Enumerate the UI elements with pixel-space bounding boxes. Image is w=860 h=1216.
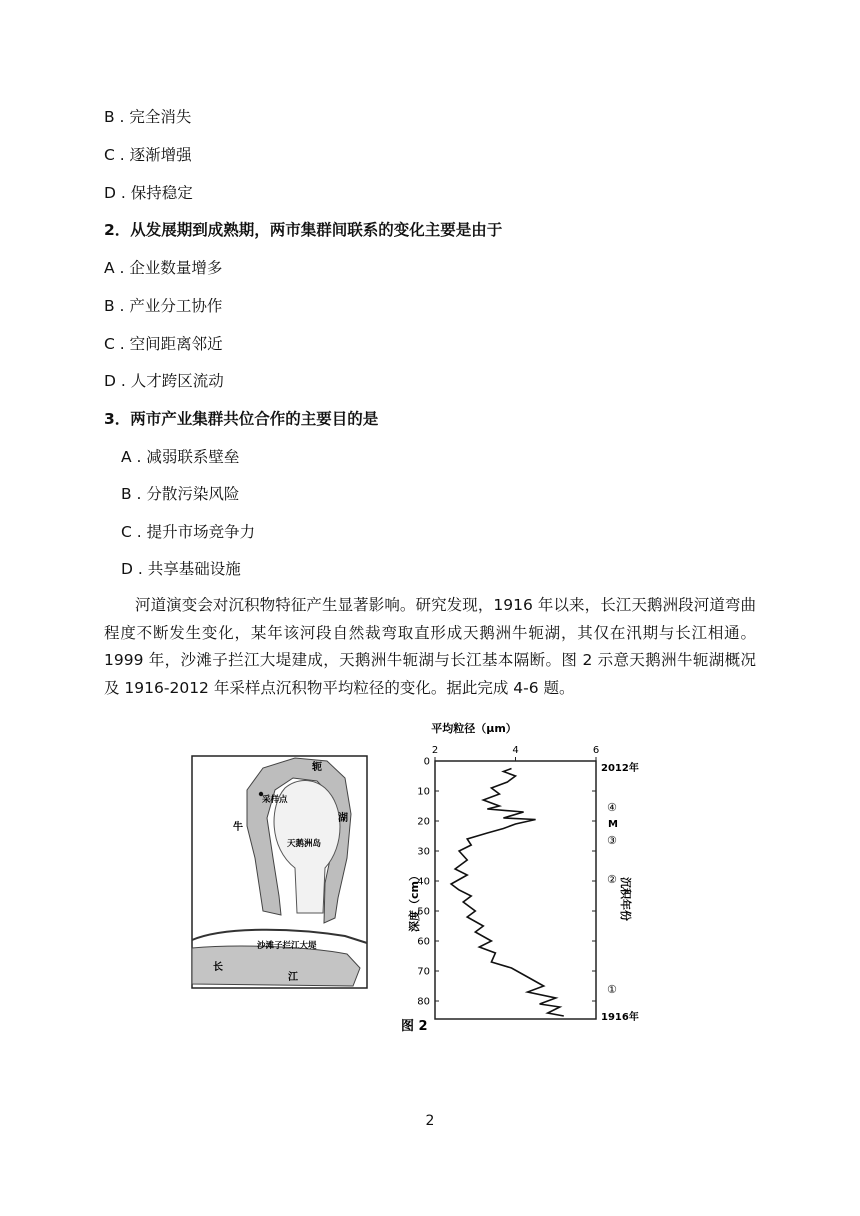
y-tick-label: 0	[423, 756, 430, 768]
marker-m: M	[608, 819, 618, 830]
option-q3-c: C . 提升市场竞争力	[121, 523, 256, 541]
chart-x-title: 平均粒径（μm）	[431, 722, 517, 735]
label-dam: 沙滩子拦江大堤	[257, 941, 317, 951]
label-island: 天鹅洲岛	[287, 839, 322, 849]
marker-4: ④	[607, 801, 617, 814]
chart-y-title: 深度（cm）	[408, 870, 421, 932]
question-2-stem: 2．从发展期到成熟期，两市集群间联系的变化主要是由于	[104, 221, 503, 239]
grain-size-chart	[407, 721, 639, 1023]
x-ticks	[432, 745, 599, 761]
figure-caption: 图 2	[401, 1019, 428, 1034]
y-ticks	[417, 757, 596, 1008]
label-e: 轭	[312, 762, 322, 773]
chart-right-title: 沉积年份	[619, 877, 632, 921]
marker-3: ③	[607, 834, 617, 847]
option-q2-a: A . 企业数量增多	[104, 259, 223, 277]
y-tick-label: 60	[417, 936, 430, 948]
label-hu: 湖	[338, 813, 348, 824]
grain-size-series-line	[451, 769, 564, 1017]
reading-passage: 河道演变会对沉积物特征产生显著影响。研究发现，1916 年以来，长江天鹅洲段河道弯曲程度不断发生变化，某年该河段自然裁弯取直形成天鹅洲牛轭湖，其仅在汛期与长江相通。1999 年，沙滩子拦江大堤建成，天鹅洲牛轭湖与长江基本隔断。图 2 示意天鹅洲牛轭湖概况及 1916-2012 年采样点沉积物平均粒径的变化。据此完成 4-6 题。	[104, 596, 756, 697]
question-3-stem: 3．两市产业集群共位合作的主要目的是	[104, 410, 379, 428]
y-tick-label: 50	[417, 906, 430, 918]
option-q2-b: B . 产业分工协作	[104, 297, 223, 315]
y-tick-label: 80	[417, 996, 430, 1008]
y-tick-label: 10	[417, 786, 430, 798]
y-tick-label: 20	[417, 816, 430, 828]
y-tick-label: 30	[417, 846, 430, 858]
label-niu: 牛	[233, 822, 243, 833]
year-1916-label: 1916年	[601, 1012, 639, 1023]
x-tick-label: 6	[592, 745, 600, 756]
option-q2-d: D . 人才跨区流动	[104, 372, 224, 390]
figure-2-svg	[185, 718, 655, 1038]
x-tick-label: 2	[431, 745, 439, 756]
y-tick-label: 40	[417, 876, 430, 888]
option-q1-b: B . 完全消失	[104, 108, 192, 126]
map-panel	[192, 756, 367, 988]
figure-2	[185, 718, 655, 1038]
option-q1-d: D . 保持稳定	[104, 184, 193, 202]
option-q1-c: C . 逐渐增强	[104, 146, 192, 164]
marker-2: ②	[607, 873, 617, 886]
year-2012-label: 2012年	[601, 763, 639, 774]
label-jiang: 江	[288, 972, 298, 983]
y-tick-label: 70	[417, 966, 430, 978]
option-q3-b: B . 分散污染风险	[121, 485, 240, 503]
marker-1: ①	[607, 983, 617, 996]
label-chang: 长	[213, 962, 223, 973]
option-q3-a: A . 减弱联系壁垒	[121, 448, 240, 466]
page-number: 2	[425, 1113, 435, 1129]
option-q2-c: C . 空间距离邻近	[104, 335, 223, 353]
option-q3-d: D . 共享基础设施	[121, 560, 241, 578]
x-tick-label: 4	[512, 745, 519, 756]
label-sample: 采样点	[262, 795, 288, 805]
